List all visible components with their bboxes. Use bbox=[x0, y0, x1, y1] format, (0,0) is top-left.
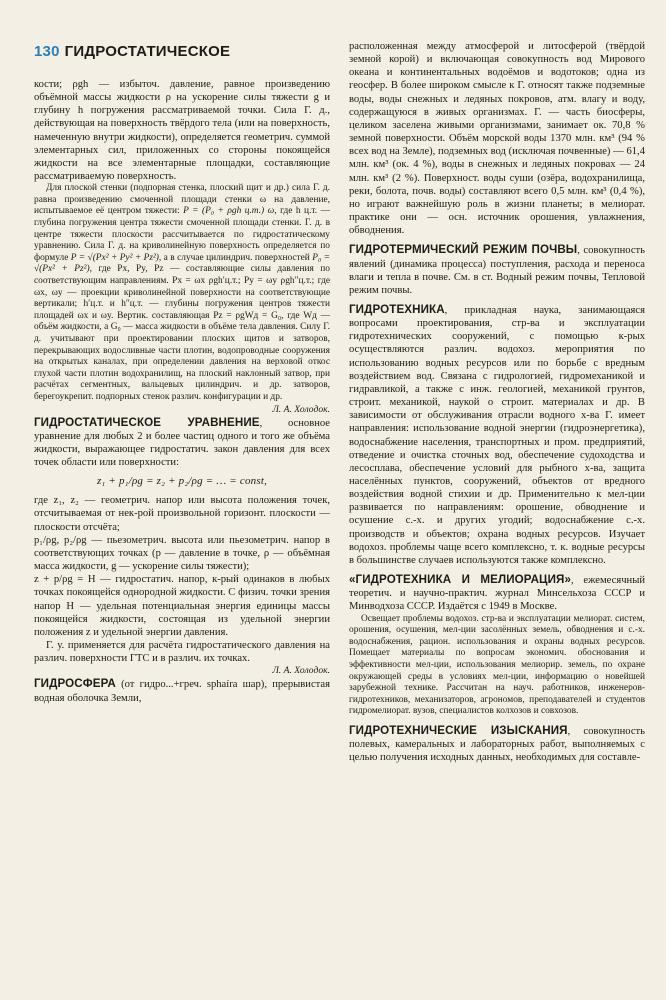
hs-formula-3: P₀ = √(Px² + Pz²) bbox=[34, 252, 330, 275]
headword-gti: ГИДРОТЕХНИЧЕСКИЕ ИЗЫСКАНИЯ bbox=[349, 723, 568, 737]
gs-text: (от гидро...+греч. sphaíra шар), прерывистая водная оболочка Земли, bbox=[34, 679, 330, 704]
headword-gtr: ГИДРОТЕРМИЧЕСКИЙ РЕЖИМ ПОЧВЫ bbox=[349, 243, 578, 257]
gtm-small-text: Освещает проблемы водохоз. стр-ва и эксплуатации мелиорат. систем, орошения, осушения, мел-ции засолённых земель, обводнения и с.-х. водоснабжения, рацион. использования и охраны водных ресурсов. Помещает материалы по вопросам экономич. обоснования и эффективности мел-ции, использования мелиорир. земель, по охране окружающей среды в условиях мел-ции, информацию о новейшей зарубежной технике. Рассчитан на науч. работников, инженеров-гидротехников, механизаторов, агрономов, преподавателей и студентов гидромелиорат. вузов, специалистов колхозов и совхозов. bbox=[349, 613, 645, 717]
entry-gidrotekhnicheskie-izyskaniya bbox=[349, 724, 645, 764]
right-column bbox=[349, 40, 645, 984]
gu-text-3: Г. у. применяется для расчёта гидростатического давления на различ. поверхности ГТС и в различ. их точках. bbox=[34, 640, 330, 665]
gu-text-2: где z₁, z₂ — геометрич. напор или высота положения точек, отсчитываемая от нек-рой произвольной горизонт. плоскости — плоскости отсчёта; bbox=[34, 495, 330, 533]
gu-eq-2: z + p/ρg = H — гидростатич. напор, к-рый одинаков в любых точках покоящейся однородной жидкости. С физич. точки зрения напор H — удельная потенциальная энергия единицы массы покоящейся жидкости, состоящая из удельной энергии положения z и удельной энергии давления. bbox=[34, 574, 330, 638]
hs-small-4: , где Px, Py, Pz — составляющие силы давления по соответствующим направлениям. Px = ωx ρgh′ц.т.; Py = ωy ρgh″ц.т.; где ωx, ωy — проекции криволинейной поверхности на соответствующие вертикали; h′ц.т. и h″ц.т. — глубины погружения центров тяжести площадей ωx и ωy. Вертик. составляющая Pz = ρgWд = G₀, где Wд — объём жидкости, а G₀ — масса жидкости в объёме тела давления. Силу Г. д. учитывают при проектировании плоских щитов и затворов, перекрывающих водосливные части плотин, водопроводные сооружения на открытых каналах, при определении давления на верховой откос глухой части плотин водохранилищ, на плоский наклонный затвор, при расчётах сегментных, вальцевых цилиндрич. и др. затворов, берегоукрепит. подпорных стенок различ. конфигурации и др. bbox=[34, 264, 330, 402]
gu-author: Л. А. Холодок. bbox=[272, 665, 330, 677]
gtm-text: , ежемесячный теоретич. и научно-практич. журнал Минсельхоза СССР и Минводхоза СССР. Издаётся с 1949 в Москве. bbox=[349, 575, 645, 613]
headword-gtm: «ГИДРОТЕХНИКА И МЕЛИОРАЦИЯ» bbox=[349, 573, 572, 587]
entry-gidrotekhnika-i-melioratsiya bbox=[349, 573, 645, 613]
gt-text: , прикладная наука, занимающаяся вопросами проектирования, стр-ва и эксплуатации гидротехнических сооружений, с помощью к-рых осуществляются различ. водохоз. мероприятия по использованию водных ресурсов или по борьбе с вредным воздействием вод. Связана с гидрологией, гидромеханикой и гидравликой, а также с инж. геологией, механикой грунтов, строит. механикой, наукой о строит. материалах и др. В зависимости от обслуживания отрасли водного х-ва Г. имеет направления: использование водной энергии (гидроэнергетика), водоснабжение населения, транспортных и пром. предприятий, отведение и очистка сточных вод, обеспечение судоходства и лесосплава, обеспечение условий для рыбного х-ва, защита населённых пунктов, сооружений, объектов от вредного воздействия водной стихии и др. Применительно к мел-ции развивается по направлениям: орошение, обводнение и осушение с.-х. и других угодий; водоснабжение с.-х. производств и объектов; охрана водных ресурсов. Изучает водохоз. проблемы чаще всего комплексно, т. к. водные ресурсы в большинстве случаев используются также комплексно. bbox=[349, 304, 645, 566]
hs-formula-2: P = √(Px² + Py² + Pz²) bbox=[70, 252, 159, 263]
gu-text-1: , основное уравнение для любых 2 и более частиц одного и того же объёма жидкости, выражающее гидростатич. закон давления для всех точек области или поверхности: bbox=[34, 417, 330, 468]
gs-cont-text: расположенная между атмосферой и литосферой (твёрдой земной корой) и включающая совокупность вод Мирового океана и континентальных водоёмов и водотоков; одна из геосфер. В более широком смысле к Г. относят также подземные воды, воды снежных и ледяных покровов, атм. влагу и воду, содержащуюся в живых организмах. Г. — часть биосферы, целиком заселена живыми организмами, занимает ок. 70,8 % земной поверхности. Объём морской воды 1370 млн. км³ (94 % всех вод на Земле), подземных вод (исключая почвенные) — 61,4 млн. км³ (ок. 4 %), воды в снежных и ледяных покровах — 24 млн. км³ (2 %). Поверхност. воды суши (озёра, водохранилища, реки, болота, почв. воды) составляют всего 0,5 млн. км³ (0,4 %), но играют важнейшую роль в жизни планеты; в мелиорат. практике они — осн. источник орошения, увлажнения, обводнения. bbox=[349, 41, 645, 237]
entry-gidrostaticheskoe-uravnenie bbox=[34, 416, 330, 470]
entry-gidrotekhnika bbox=[349, 303, 645, 567]
hs-small-3: , а в случае цилиндрич. поверхностей bbox=[158, 252, 310, 263]
gti-text: , совокупность полевых, камеральных и лабораторных работ, выполняемых с целью получения исходных данных, необходимых для составле- bbox=[349, 725, 645, 764]
left-column bbox=[34, 78, 330, 984]
hs-tail-text: кости; ρgh — избыточ. давление, равное произведению объёмной массы жидкости ρ на ускорение силы тяжести g и глубину h погружения рассматриваемой точки. Сила Г. д., действующая на поверхность твёрдого тела (или на поверхность, намеченную внутри жидкости), определяется геометрич. суммой элементарных сил, приложенных со стороны покоящейся жидкости на все элементарные площадки, составляющие рассматриваемую поверхность. bbox=[34, 79, 330, 183]
hs-small-2: , где h ц.т. — глубина погружения центра тяжести смоченной площади стенки. Г. д. в центре тяжести плоскости рассчитывается по гидростатическому уравнению. Сила Г. д. на криволинейную поверхность определяется по формуле bbox=[34, 206, 330, 263]
entry-gidrotermicheskiy-rezhim bbox=[349, 243, 645, 297]
gu-eq-1: p₁/ρg, p₂/ρg — пьезометрич. высота или пьезометрич. напор в соответствующих точках (p — давление в точке, ρ — объёмная масса жидкости, g — ускорение силы тяжести); bbox=[34, 534, 330, 573]
gu-formula: z₁ + p₁/ρg = z₂ + p₂/ρg = … = const, bbox=[96, 475, 268, 488]
running-header bbox=[34, 43, 230, 60]
headword-gu: ГИДРОСТАТИЧЕСКОЕ УРАВНЕНИЕ bbox=[34, 415, 260, 429]
headword-gidrosfera: ГИДРОСФЕРА bbox=[34, 677, 116, 691]
hs-formula-1: P = (P₀ + ρgh ц.т.) ω bbox=[183, 206, 275, 217]
gtr-text: , совокупность явлений (динамика процесса) поступления, расхода и переноса влаги и тепла в почве. См. в ст. Водный режим почвы, Тепловой режим почвы. bbox=[349, 245, 645, 296]
page-number: 130 bbox=[34, 43, 60, 60]
hs-author: Л. А. Холодок. bbox=[272, 403, 330, 415]
headword-gt: ГИДРОТЕХНИКА bbox=[349, 302, 445, 316]
hs-small-1: Для плоской стенки (подпорная стенка, плоский щит и др.) сила Г. д. равна произведению смоченной площади стенки ω на давление, испытываемое её центром тяжести: bbox=[34, 183, 330, 217]
entry-gidrosfera bbox=[34, 677, 330, 704]
running-title: ГИДРОСТАТИЧЕСКОЕ bbox=[64, 43, 231, 60]
hs-small-text bbox=[34, 183, 330, 403]
